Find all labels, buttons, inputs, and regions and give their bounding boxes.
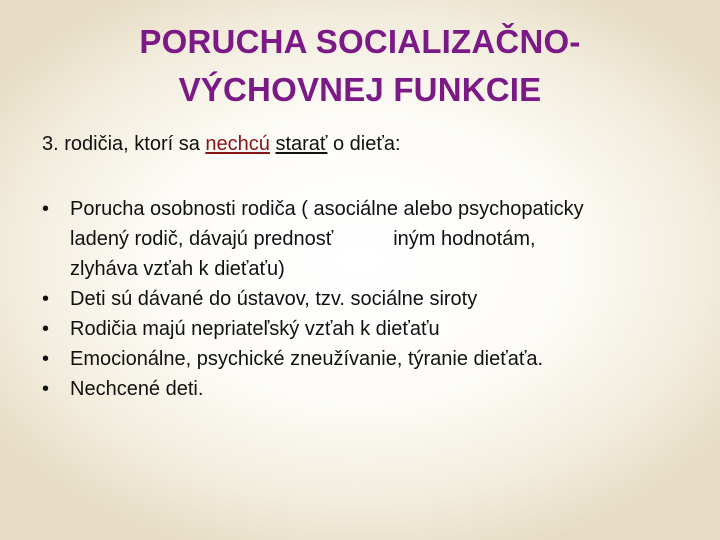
bullet-text-line-3: zlyháva vzťah k dieťaťu) [70,258,285,280]
bullet-icon: • [42,378,50,400]
intro-underlined: starať [275,133,328,155]
bullet-text-line-2a: ladený rodič, dávajú prednosť [70,228,334,250]
bullet-item [42,194,682,284]
slide-title [40,18,680,114]
bullet-item [42,284,682,314]
slide-title-line-1: PORUCHA SOCIALIZAČNO- [139,23,581,60]
bullet-item [42,314,682,344]
bullet-item [42,374,682,404]
intro-text [42,131,401,157]
bullet-text-line-2 [70,224,682,254]
bullet-text: Rodičia majú nepriateľský vzťah k dieťaťu [70,318,440,340]
bullet-text: Nechcené deti. [70,378,204,400]
bullet-text: Emocionálne, psychické zneužívanie, týranie dieťaťa. [70,348,544,370]
slide-title-line-2: VÝCHOVNEJ FUNKCIE [178,71,542,108]
bullet-text: Deti sú dávané do ústavov, tzv. sociálne siroty [70,288,478,310]
bullet-icon: • [42,348,50,370]
bullet-text-line-1: Porucha osobnosti rodiča ( asociálne alebo psychopaticky [70,198,584,220]
intro-emphasis: nechcú [205,133,270,155]
bullet-list [42,194,682,404]
bullet-icon: • [42,198,50,220]
bullet-text-line-2b: iným hodnotám, [393,228,536,250]
bullet-icon: • [42,288,50,310]
intro-suffix: o dieťa: [327,133,401,155]
bullet-icon: • [42,318,50,340]
bullet-item [42,344,682,374]
intro-prefix: 3. rodičia, ktorí sa [42,133,206,155]
